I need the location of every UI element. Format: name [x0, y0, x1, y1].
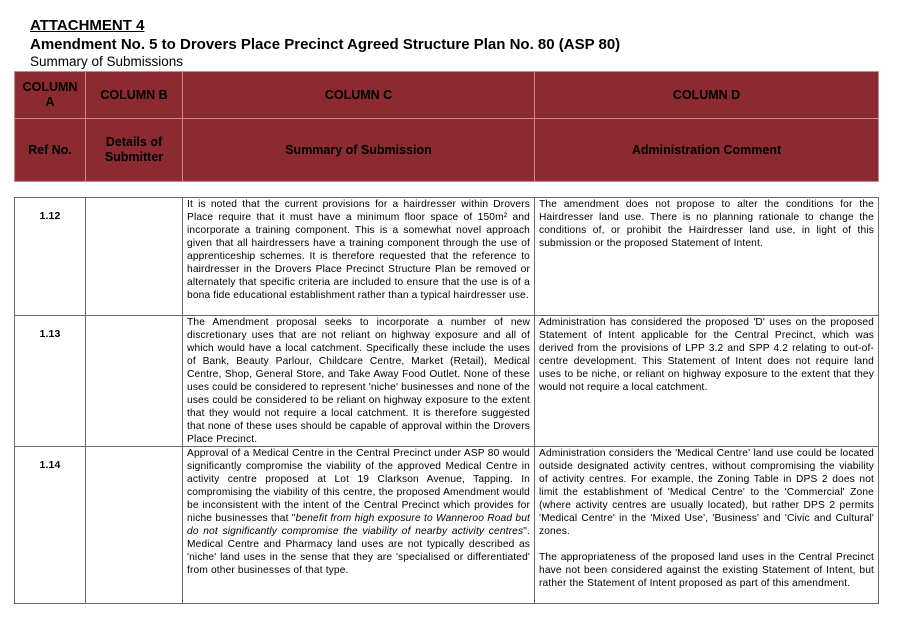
column-name-row: [15, 72, 879, 119]
table-row: [15, 198, 879, 316]
column-label-row: [15, 119, 879, 182]
ref-number: 1.12: [15, 198, 86, 316]
column-a-label: Ref No.: [15, 119, 86, 182]
column-d-name: COLUMN D: [535, 72, 879, 119]
document-subtitle: Summary of Submissions: [30, 54, 184, 69]
comment-paragraph: The appropriateness of the proposed land uses in the Central Precinct have not been considered against the existing Statement of Intent, but rather the Statement of Intent proposed as part of this amendment.: [539, 552, 874, 589]
summary-quote: benefit from high exposure to Wanneroo Road but do not significantly compromise the viability of nearby activity centres: [187, 513, 530, 537]
attachment-label: ATTACHMENT 4: [30, 17, 145, 34]
submitter-details: [86, 316, 183, 447]
comment-paragraph: Administration considers the 'Medical Centre' land use could be located outside designated activity centres, without compromising the viability of activity centres. For example, the Zoning Table in DPS 2 does not limit the establishment of 'Medical Centre' to the 'Commercial' Zone (where activity centres are usually located), but rather DPS 2 permits 'Medical Centre' in the 'Mixed Use', 'Business' and 'Civic and Cultural' zones.: [539, 448, 874, 537]
submitter-details: [86, 447, 183, 604]
column-c-name: COLUMN C: [183, 72, 535, 119]
table-row: [15, 316, 879, 447]
column-d-label: Administration Comment: [535, 119, 879, 182]
table-row: [15, 447, 879, 604]
column-a-name: COLUMN A: [15, 72, 86, 119]
submitter-details: [86, 198, 183, 316]
column-header-table: [14, 71, 879, 182]
submission-summary: It is noted that the current provisions for a hairdresser within Drovers Place require that it must have a minimum floor space of 150m² and incorporate a training component. This is a somewhat novel approach given that all hairdressers have a training component through the use of apprenticeship schemes. It is therefore requested that the reference to hairdresser in the Drovers Place Precinct Structure Plan be removed or alternately that specific criteria are included to ensure that the use is of a bona fide educational establishment rather than a typical hairdresser use.: [183, 198, 535, 316]
column-b-name: COLUMN B: [86, 72, 183, 119]
column-b-label: Details of Submitter: [86, 119, 183, 182]
ref-number: 1.14: [15, 447, 86, 604]
column-c-label: Summary of Submission: [183, 119, 535, 182]
submissions-table: [14, 197, 879, 604]
summary-text: ". Medical Centre and Pharmacy land uses are not typically described as 'niche' land uses in the sense that they are 'specialised or differentiated' from other businesses of that type.: [187, 526, 530, 576]
summary-text: Approval of a Medical Centre in the Central Precinct under ASP 80 would significantly compromise the viability of the approved Medical Centre in activity centre proposed at Lot 19 Clarkson Avenue, Tapping. In compromising the viability of this centre, the proposed Amendment would be inconsistent with the intent of the Central Precinct which provides for niche businesses that ": [187, 448, 530, 524]
submission-summary: [183, 447, 535, 604]
administration-comment: [535, 447, 879, 604]
ref-number: 1.13: [15, 316, 86, 447]
administration-comment: The amendment does not propose to alter the conditions for the Hairdresser land use. There is no planning rationale to change the conditions of, or prohibit the Hairdresser land use, in light of this submission or the proposed Statement of Intent.: [535, 198, 879, 316]
submission-summary: The Amendment proposal seeks to incorporate a number of new discretionary uses that are not reliant on highway exposure and all of which would have a local catchment. Specifically these include the uses of Bank, Beauty Parlour, Childcare Centre, Market (Retail), Medical Centre, Shop, General Store, and Take Away Food Outlet. None of these uses could be considered to represent 'niche' businesses and none of the uses could be considered to be reliant on highway exposure to the extent that they would not require a local catchment. It is therefore suggested that none of these uses should be capable of approval within the Drovers Place Precinct.: [183, 316, 535, 447]
document-title: Amendment No. 5 to Drovers Place Precinct Agreed Structure Plan No. 80 (ASP 80): [30, 36, 621, 53]
document-header: [30, 17, 620, 70]
administration-comment: Administration has considered the proposed 'D' uses on the proposed Statement of Intent applicable for the Central Precinct, which was derived from the provisions of LPP 3.2 and SPP 4.2 relating to out-of-centre development. This Statement of Intent does not require land uses to be niche, or reliant on highway exposure to the extent that they would not require a local catchment.: [535, 316, 879, 447]
